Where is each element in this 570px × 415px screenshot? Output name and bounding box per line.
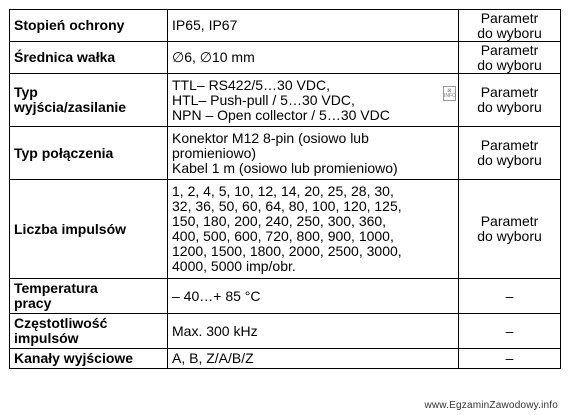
param-label (10, 10, 168, 42)
info-icon: ⊠ INFO (444, 88, 456, 99)
param-option (459, 279, 561, 314)
param-option (459, 127, 561, 180)
cell-line: do wyboru (477, 228, 542, 244)
param-option (459, 314, 561, 349)
param-value (168, 279, 459, 314)
param-option (459, 349, 561, 369)
cell-line: do wyboru (477, 152, 542, 168)
cell-line: promieniowo) (172, 144, 257, 161)
table-row (10, 42, 561, 74)
cell-line: Parametr (480, 41, 539, 58)
cell-line: NPN – Open collector / 5…30 VDC (172, 106, 390, 123)
cell-line: Typ (14, 84, 38, 100)
table-row (10, 10, 561, 42)
cell-line: Max. 300 kHz (172, 322, 258, 339)
cell-line: Kabel 1 m (osiowo lub promieniowo) (172, 159, 398, 176)
table-row (10, 314, 561, 349)
site-watermark[interactable]: www.EgzaminZawodowy.info (424, 400, 558, 411)
param-label (10, 349, 168, 369)
table-row (10, 279, 561, 314)
cell-line: – (505, 287, 514, 304)
param-label (10, 279, 168, 314)
param-value (168, 180, 459, 279)
param-value (168, 127, 459, 180)
cell-line: 4000, 5000 imp/obr. (172, 258, 296, 274)
cell-line: Temperatura (14, 280, 98, 296)
param-option (459, 10, 561, 42)
param-label (10, 127, 168, 180)
cell-line: – (505, 350, 514, 366)
param-value (168, 42, 459, 74)
param-value (168, 349, 459, 369)
param-value (168, 74, 459, 127)
cell-line: 400, 500, 600, 720, 800, 900, 1000, (172, 228, 394, 244)
param-label (10, 74, 168, 127)
cell-line: do wyboru (477, 99, 542, 115)
param-value (168, 10, 459, 42)
cell-line: 1, 2, 4, 5, 10, 12, 14, 20, 25, 28, 30, (172, 183, 394, 199)
cell-line: Typ połączenia (14, 144, 114, 161)
cell-line: IP65, IP67 (172, 17, 238, 33)
cell-line: Parametr (480, 9, 539, 26)
cell-line: Parametr (480, 137, 539, 153)
cell-line: TTL– RS422/5…30 VDC, (172, 76, 330, 93)
cell-line: 1200, 1500, 1800, 2000, 2500, 3000, (172, 243, 402, 259)
spec-table (9, 9, 561, 369)
cell-line: Stopień ochrony (14, 17, 125, 33)
cell-line: Parametr (480, 84, 539, 100)
table-row (10, 349, 561, 369)
param-option (459, 42, 561, 74)
cell-line: – (505, 322, 514, 339)
table-row (10, 180, 561, 279)
cell-line: Częstotliwość (14, 315, 108, 331)
param-label (10, 314, 168, 349)
param-value (168, 314, 459, 349)
cell-line: pracy (14, 295, 52, 311)
cell-line: Liczba impulsów (14, 220, 127, 237)
param-label (10, 42, 168, 74)
cell-line: do wyboru (477, 24, 542, 41)
table-row (10, 74, 561, 127)
cell-line: wyjścia/zasilanie (14, 99, 127, 115)
param-label (10, 180, 168, 279)
cell-line: Średnica wałka (14, 49, 116, 65)
cell-line: – 40…+ 85 °C (172, 287, 261, 304)
param-option (459, 180, 561, 279)
cell-line: Kanały wyjściowe (14, 350, 134, 366)
cell-line: impulsów (14, 330, 79, 346)
cell-line: HTL– Push-pull / 5…30 VDC, (172, 91, 355, 108)
cell-line: 32, 36, 50, 60, 64, 80, 100, 120, 125, (172, 198, 402, 214)
cell-line: ∅6, ∅10 mm (172, 49, 255, 65)
cell-line: A, B, Z/A/B/Z (172, 350, 254, 366)
cell-line: Parametr (480, 213, 539, 229)
cell-line: Konektor M12 8-pin (osiowo lub (172, 129, 369, 146)
cell-line: do wyboru (477, 56, 542, 73)
cell-line: 150, 180, 200, 240, 250, 300, 360, (172, 213, 387, 229)
table-row (10, 127, 561, 180)
param-option (459, 74, 561, 127)
